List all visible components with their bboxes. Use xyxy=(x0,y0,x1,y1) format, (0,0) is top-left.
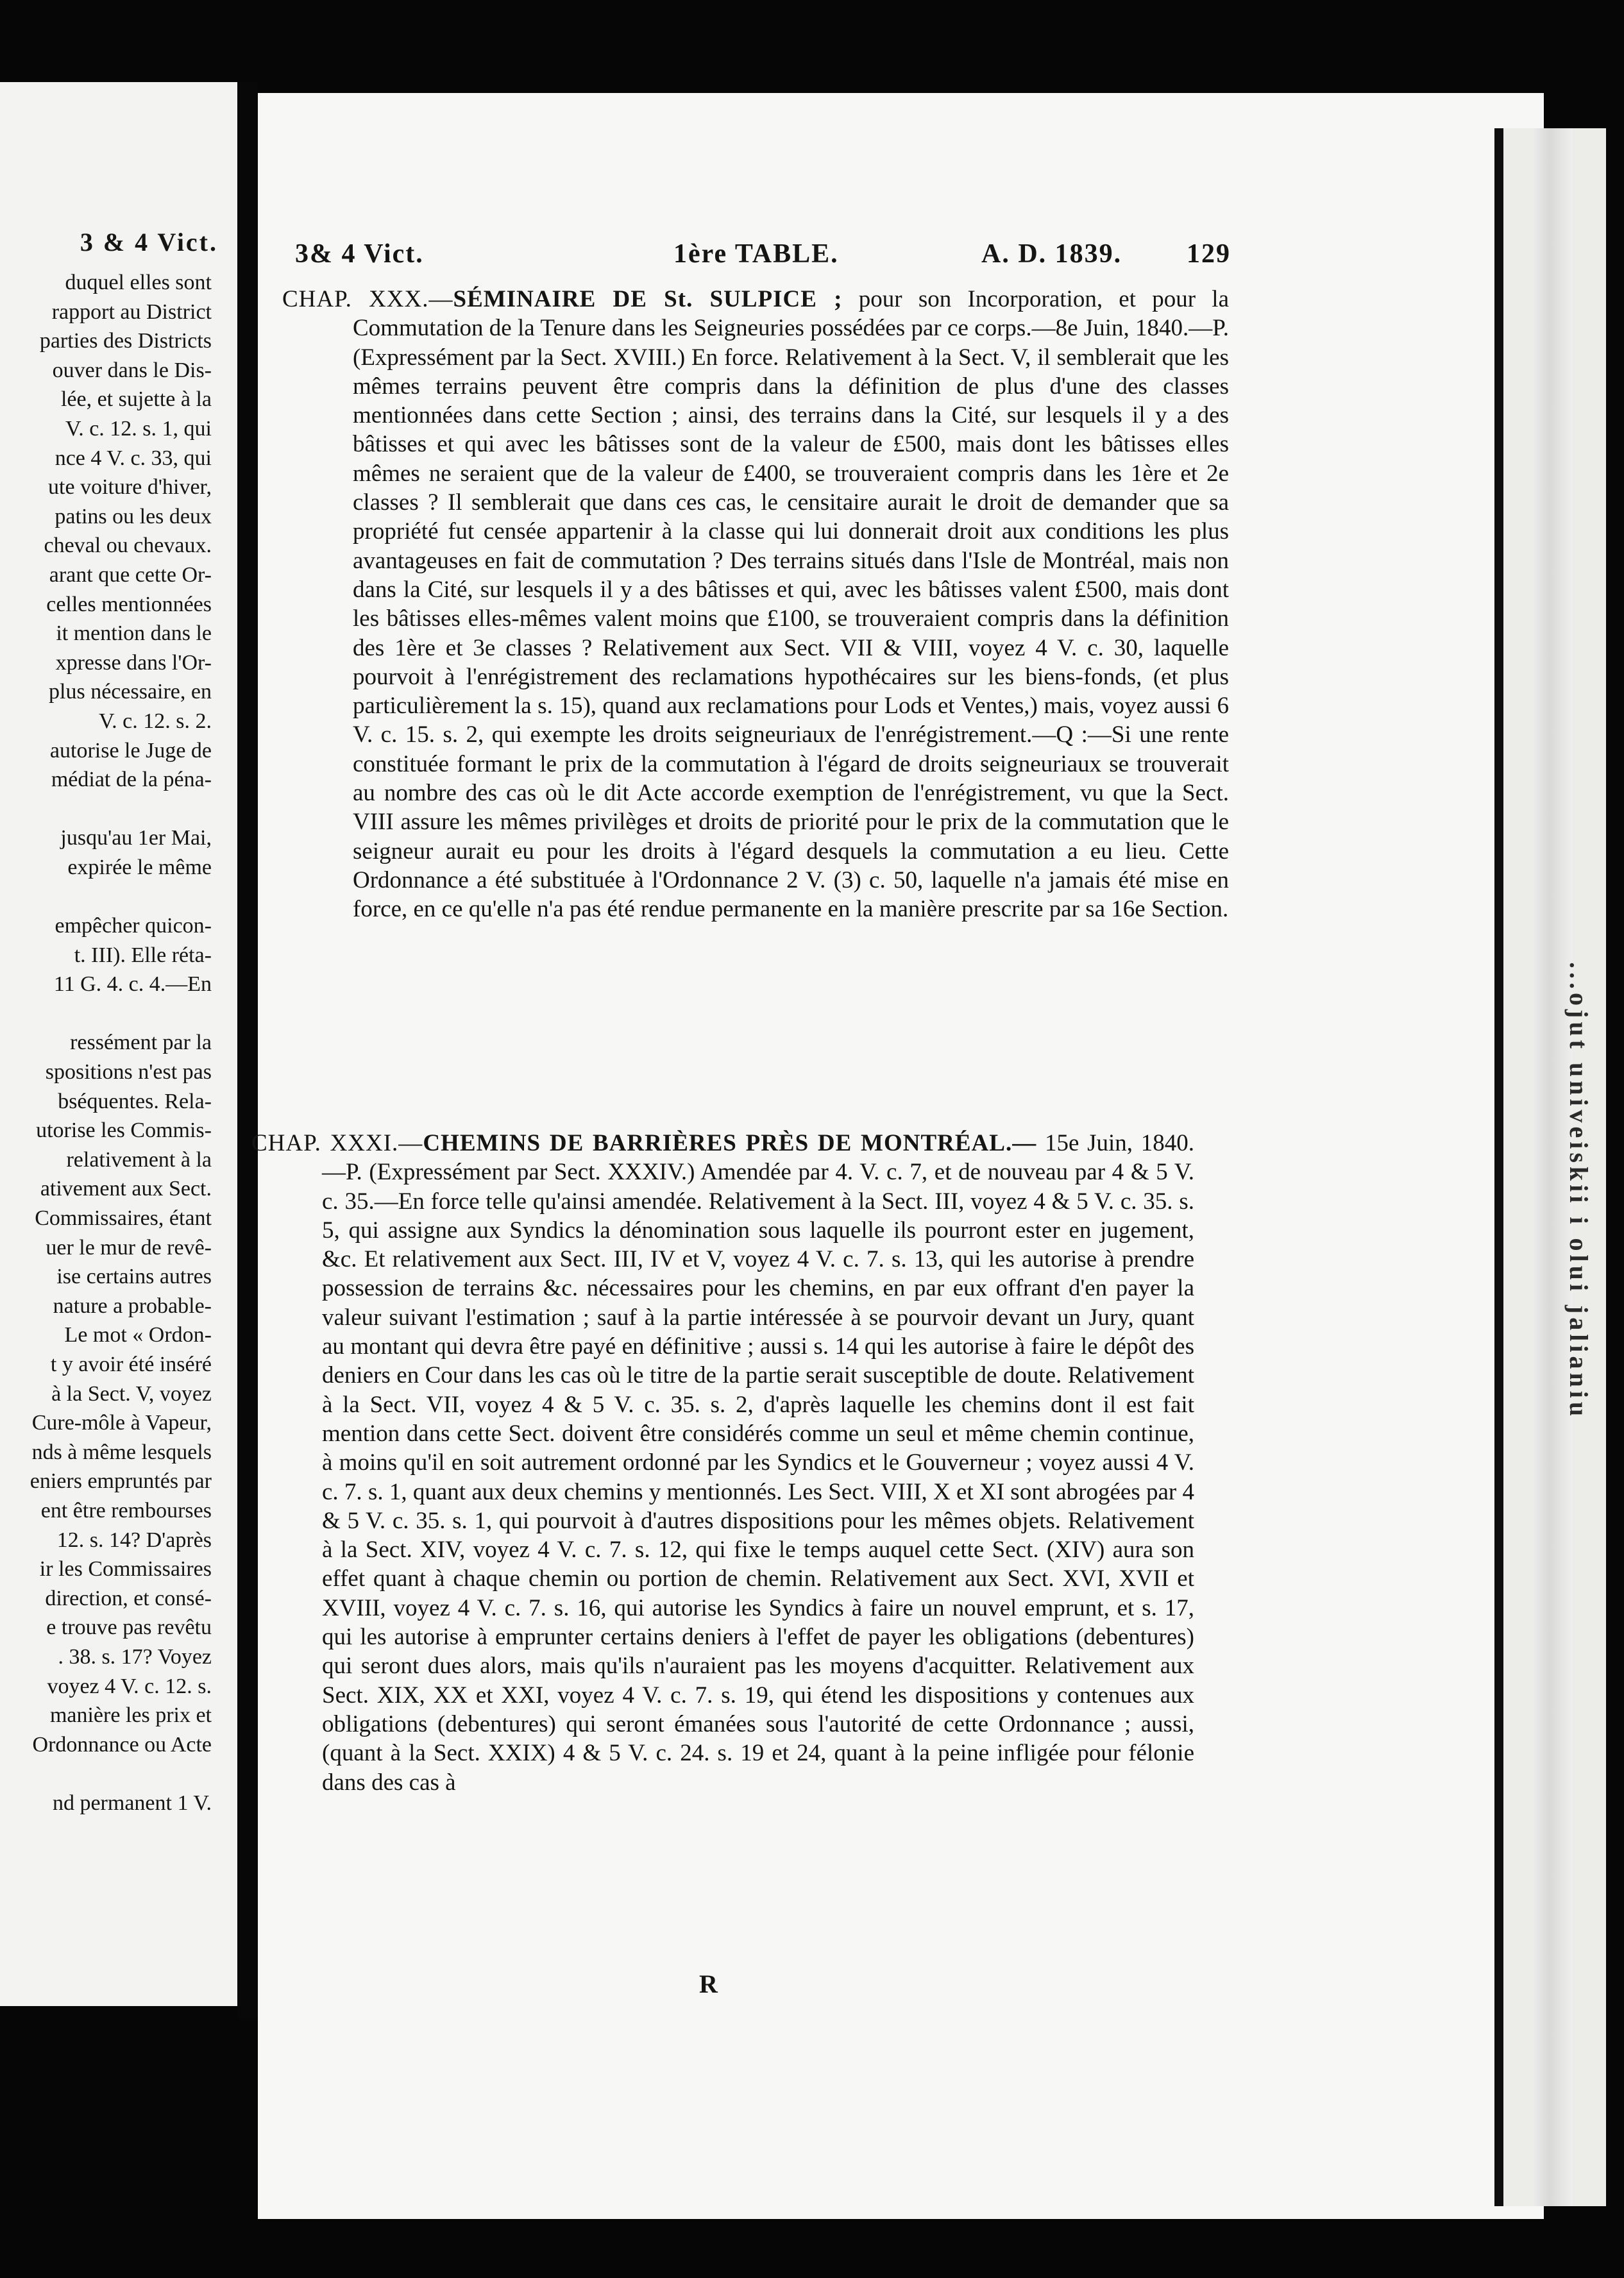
header-table-title: 1ère TABLE. xyxy=(673,239,839,269)
signature-mark: R xyxy=(699,1970,718,1998)
left-page-line: 11 G. 4. c. 4.—En xyxy=(53,972,212,997)
left-page-line: à la Sect. V, voyez xyxy=(51,1381,212,1406)
left-page-line: celles mentionnées xyxy=(46,592,212,616)
header-regnal-year: 3& 4 Vict. xyxy=(295,239,424,269)
chapter-xxx xyxy=(282,285,1229,924)
chapter-xxx-title: SÉMINAIRE DE St. SULPICE ; xyxy=(453,286,843,312)
left-page-line: jusqu'au 1er Mai, xyxy=(60,826,212,850)
left-page-line: expirée le même xyxy=(67,855,212,879)
left-page-line: nds à même lesquels xyxy=(31,1440,212,1464)
left-page-line: t. III). Elle réta- xyxy=(74,943,212,967)
left-page-line: nce 4 V. c. 33, qui xyxy=(55,446,212,470)
chapter-xxxi-label: CHAP. XXXI.— xyxy=(251,1130,423,1156)
left-page-line: voyez 4 V. c. 12. s. xyxy=(47,1674,212,1698)
left-page-line: bséquentes. Rela- xyxy=(58,1089,212,1113)
chapter-xxxi-body: 15e Juin, 1840.—P. (Expressément par Sect. XXXIV.) Amendée par 4. V. c. 7, et de nouveau par 4 & 5 V. c. 35.—En force telle qu'ainsi amendée. Relativement à la Sect. III, voyez 4 & 5 V. c. 35. s. 5, qui assigne aux Syndics la dénomination sous laquelle ils pourront ester en jugement, &c. Et relativement aux Sect. III, IV et V, voyez 4 V. c. 7. s. 13, qui les autorise à prendre possession de terrains &c. nécessaires pour les chemins, en par eux offrant d'en payer la valeur suivant l'estimation ; sauf à la partie intéressée à se pourvoir devant un Jury, quant au montant qui devra être payé en définitive ; aussi s. 14 qui les autorise à faire le dépôt des deniers en Cour dans les cas où le titre de la partie serait susceptible de doute. Relativement à la Sect. VII, voyez 4 & 5 V. c. 35. s. 2, d'après laquelle les chemins dont il est fait mention dans cette Sect. doivent être considérés comme un seul et même chemin continue, à moins qu'il en soit autrement ordonné par les Syndics et le Gouverneur ; voyez aussi 4 V. c. 7. s. 1, quant aux deux chemins y mentionnés. Les Sect. VIII, X et XI sont abrogées par 4 & 5 V. c. 35. s. 1, qui pourvoit à d'autres dispositions pour les mêmes objets. Relativement à la Sect. XIV, voyez 4 V. c. 7. s. 12, qui fixe le temps auquel cette Sect. (XIV) aura son effet quant à chaque chemin ou portion de chemin. Relativement aux Sect. XVI, XVII et XVIII, voyez 4 V. c. 7. s. 16, qui autorise les Syndics à faire un nouvel emprunt, et s. 17, qui les autorise à emprunter certains deniers à l'effet de payer les obligations (debentures) qui seront dues alors, mais qu'ils n'auraient pas les moyens d'acquitter. Relativement aux Sect. XIX, XX et XXI, voyez 4 V. c. 7. s. 19, qui étend les dispositions y contenues aux obligations (debentures) qui seront émanées sous l'autorité de cette Ordonnance ; aussi, (quant à la Sect. XXIX) 4 & 5 V. c. 24. s. 19 et 24, quant à la peine infligée pour félonie dans des cas à xyxy=(322,1130,1195,1796)
left-page-line xyxy=(0,1759,212,1789)
left-page-line: médiat de la péna- xyxy=(51,768,212,792)
left-page-line: it mention dans le xyxy=(56,621,212,646)
left-page-line: direction, et consé- xyxy=(45,1586,212,1610)
left-page-line: uer le mur de revê- xyxy=(46,1235,212,1260)
left-page-header: 3 & 4 Vict. xyxy=(80,228,218,257)
left-page-line: eniers empruntés par xyxy=(30,1469,212,1494)
left-page-line: plus nécessaire, en xyxy=(49,680,212,704)
left-page-line: empêcher quicon- xyxy=(55,914,212,938)
left-page-line: lée, et sujette à la xyxy=(60,387,212,412)
header-year: A. D. 1839. xyxy=(981,239,1122,269)
left-page-line: nature a probable- xyxy=(53,1294,212,1318)
left-page-line: ressément par la xyxy=(70,1031,212,1055)
left-page-line: cheval ou chevaux. xyxy=(44,534,212,558)
left-page-line: nd permanent 1 V. xyxy=(52,1791,212,1815)
left-facing-page xyxy=(0,82,237,2006)
left-page-line: ativement aux Sect. xyxy=(40,1177,212,1201)
running-header xyxy=(295,239,1231,277)
left-page-line: relativement à la xyxy=(66,1147,212,1172)
chapter-xxxi-title: CHEMINS DE BARRIÈRES PRÈS DE MONTRÉAL.— xyxy=(423,1130,1037,1156)
left-page-line: e trouve pas revêtu xyxy=(46,1616,212,1640)
left-page-line: manière les prix et xyxy=(49,1703,212,1728)
header-page-number: 129 xyxy=(1187,239,1231,269)
left-page-line: ute voiture d'hiver, xyxy=(48,475,212,500)
chapter-xxx-label: CHAP. XXX.— xyxy=(282,286,453,312)
left-page-text xyxy=(0,268,212,1818)
left-page-line: 12. s. 14? D'après xyxy=(56,1528,212,1552)
left-page-line: autorise le Juge de xyxy=(49,738,212,763)
left-page-line: parties des Districts xyxy=(39,329,212,353)
left-page-line: duquel elles sont xyxy=(65,271,212,294)
left-page-line: xpresse dans l'Or- xyxy=(55,650,212,675)
left-page-line: Le mot « Ordon- xyxy=(64,1323,212,1347)
left-page-line: t y avoir été inséré xyxy=(50,1352,212,1376)
left-page-line: . 38. s. 17? Voyez xyxy=(58,1644,212,1669)
left-page-line: ise certains autres xyxy=(56,1265,212,1289)
left-page-line: ent être rembourses xyxy=(40,1498,212,1523)
chapter-xxx-body: pour son Incorporation, et pour la Commutation de la Tenure dans les Seigneuries possédées par ce corps.—8e Juin, 1840.—P. (Expressément par la Sect. XVIII.) En force. Relativement à la Sect. V, il semblerait que les mêmes terrains peuvent être compris dans la définition de plus d'une des classes mentionnées dans cette Section ; ainsi, des terrains dans la Cité, sur lesquels il y a des bâtisses et qui avec les bâtisses sont de la valeur de £500, mais dont les bâtisses elles mêmes ne seraient que de la valeur de £400, se trouveraient compris dans les 1ère et 2e classes ? Il semblerait que dans ces cas, le censitaire aurait le droit de demander que sa propriété fut censée appartenir à la classe qui lui donnerait droit aux conditions les plus avantageuses en fait de commutation ? Des terrains situés dans l'Isle de Montréal, mais non dans la Cité, sur lesquels il y a des bâtisses et qui, avec les bâtisses valent £500, mais dont les bâtisses elles-mêmes valent moins que £100, se trouveraient compris dans la définition des 1ère et 3e classes ? Relativement aux Sect. VII & VIII, voyez 4 V. c. 30, laquelle pourvoit à l'enrégistrement des reclamations hypothécaires sur les biens-fonds, (et plus particulièrement la s. 15), quand aux reclamations pour Lods et Ventes,) mais, voyez aussi 6 V. c. 15. s. 2, qui exempte les droits seigneuriaux de l'enrégistrement.—Q :—Si une rente constituée formant le prix de la commutation à l'égard de droits seigneuriaux se trouverait au nombre des cas où le dit Acte accorde exemption de l'enrégistrement, vu que la Sect. VIII assure les mêmes privilèges et droits de priorité pour le prix de la commutation que le seigneur aurait eu pour les droits à l'égard desquels la commutation a eu lieu. Cette Ordonnance a été substituée à l'Ordonnance 2 V. (3) c. 50, laquelle n'a jamais été mise en force, en ce qu'elle n'a pas été rendue permanente en la manière prescrite par sa 16e Section. xyxy=(353,286,1230,923)
left-page-line: patins ou les deux xyxy=(55,504,212,528)
left-page-line: spositions n'est pas xyxy=(45,1060,212,1084)
left-page-line: rapport au District xyxy=(51,300,212,324)
left-page-line xyxy=(0,882,212,911)
left-page-line: V. c. 12. s. 1, qui xyxy=(65,416,212,441)
left-page-line: V. c. 12. s. 2. xyxy=(99,709,212,733)
left-page-line: Commissaires, étant xyxy=(35,1206,212,1230)
left-page-line: ouver dans le Dis- xyxy=(52,358,212,382)
edge-stamp-text: ...ojut univeiskii i olui jalianiu xyxy=(1564,962,1593,1421)
left-page-line xyxy=(0,999,212,1029)
left-page-line: Cure-môle à Vapeur, xyxy=(31,1411,212,1435)
left-page-line: utorise les Commis- xyxy=(36,1118,212,1143)
left-page-line xyxy=(0,795,212,824)
left-page-line: ir les Commissaires xyxy=(39,1557,212,1582)
left-page-line: arant que cette Or- xyxy=(49,562,212,587)
left-page-line: Ordonnance ou Acte xyxy=(32,1732,212,1757)
chapter-xxxi xyxy=(251,1129,1194,1797)
